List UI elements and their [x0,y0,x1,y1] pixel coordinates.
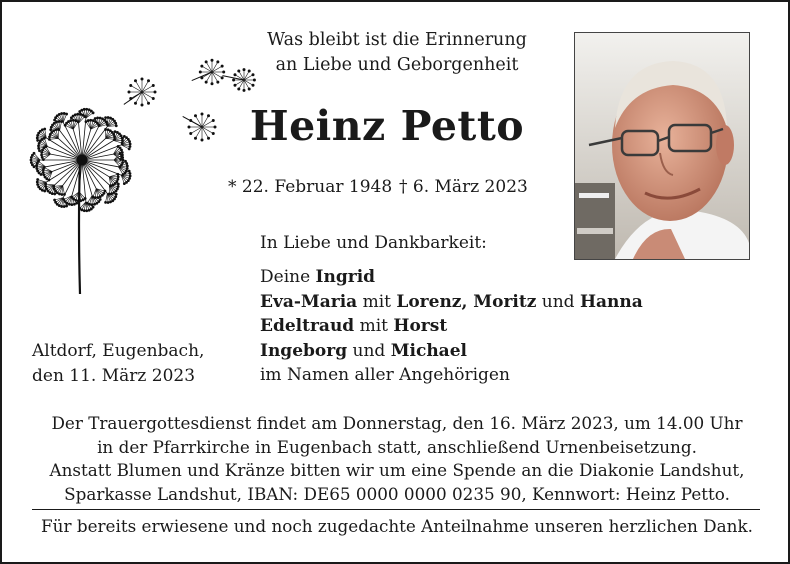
date-line: den 11. März 2023 [32,365,196,386]
motto-line-2: an Liebe und Geborgenheit [275,55,519,75]
service-info [22,412,772,506]
closing-thanks: Für bereits erwiesene und noch zugedachte Anteilnahme unseren herzlichen Dank. [41,516,753,536]
portrait-photo [574,32,750,260]
mourner-name: Ingrid [315,267,376,287]
dandelion-illustration-icon [22,42,262,307]
service-line-4: Sparkasse Landshut, IBAN: DE65 0000 0000 0235 90, Kennwort: Heinz Petto. [64,483,730,504]
place-and-date [32,339,204,388]
place-line: Altdorf, Eugenbach, [32,341,205,361]
mourner-line [260,339,643,364]
thanks-intro: In Liebe und Dankbarkeit: [260,233,487,253]
mourner-connector: Deine [260,267,316,287]
mourner-name: Horst [393,316,448,336]
mourner-name: Michael [390,340,467,361]
birth-date: * 22. Februar 1948 [228,177,393,197]
mourners-list [260,265,643,388]
mourner-name: Eva-Maria [260,291,358,312]
mourner-line [260,265,643,290]
service-line-3: Anstatt Blumen und Kränze bitten wir um eine Spende an die Diakonie Landshut, [49,460,745,480]
mourner-name: Hanna [579,291,643,312]
mourner-name: Edeltraud [260,316,355,336]
motto-line-1: Was bleibt ist die Erinnerung [267,30,527,50]
mourner-line [260,314,643,339]
divider [32,509,760,510]
motto [252,28,542,78]
death-date: † 6. März 2023 [399,177,528,197]
mourner-connector: mit [354,316,394,336]
mourner-name: Lorenz, Moritz [396,291,537,312]
service-line-2: in der Pfarrkirche in Eugenbach statt, anschließend Urnenbeisetzung. [97,436,697,457]
service-line-1: Der Trauergottesdienst findet am Donnerstag, den 16. März 2023, um 14.00 Uhr [51,413,743,433]
mourner-connector: mit [357,291,397,312]
mourner-line [260,363,643,388]
mourner-line [260,290,643,315]
portrait-icon [575,33,749,259]
mourner-name: Ingeborg [260,340,348,361]
mourner-connector: und [536,291,580,312]
mourner-connector: im Namen aller Angehörigen [260,365,510,385]
mourner-connector: und [347,340,391,361]
deceased-name: Heinz Petto [249,102,525,150]
